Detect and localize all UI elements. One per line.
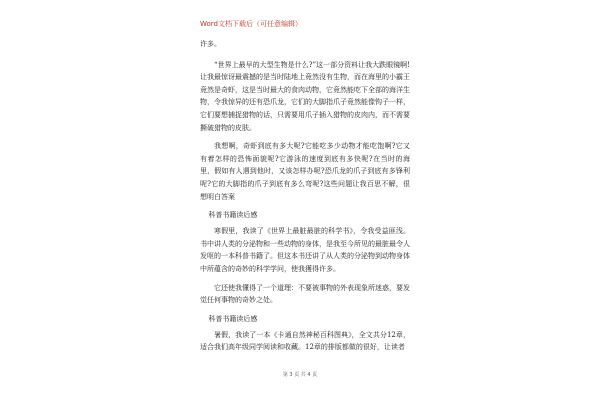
paragraph: 它还使我懂得了一个道理：不要被事物的外表现象所迷惑，要发觉任何事物的奇妙之处。 (200, 283, 410, 305)
section-heading: 科普书籍读后感 (208, 211, 258, 220)
paragraph: 我想啊，奇虾到底有多大呢?它能吃多少动物才能吃饱啊?它又有着怎样的恐怖面貌呢?它游泳的速度到底有多快呢?在当时的海里，假如有人遇到他时，又该怎样办呢?恐爪龙的爪子到底有多锋利呢?它的大脚指的爪子到底有多么弯呢?这些问题让我百思不解，很想明白答案 (200, 142, 410, 201)
page-header: Word文档下载后（可任意编辑） (200, 20, 302, 28)
document-body (200, 38, 410, 360)
page-footer: 第 3 页 共 4 页 (282, 372, 318, 378)
paragraph: “世界上最早的大型生物是什么?”这一部分资料让我大跌眼镜啊!让我最惊讶最震撼的是当时陆地上竟然没有生物，而在海里的小霸王竟然是奇虾，这是当时最大的食肉动物，它竟然能吃下全部的海洋生物，令我惊异的还有恐爪龙，它们的大脚指爪子竟然能像钩子一样，它们要想捕捉猎物的话，只需要用爪子插入猎物的皮肉内，而不需要撕破猎物的皮肤。 (200, 60, 410, 132)
section-heading: 科普书籍读后感 (208, 314, 258, 323)
paragraph: 许多。 (200, 40, 221, 48)
paragraph: 寒假里，我读了《世界上最脏最脏的科学书》，令我受益匪浅。书中讲人类的分泌物和一些动物的身体，是我至今所见的最脏最令人发呕的一本科普书籍了。但这本书还讲了从人类的分泌物到动物身体中所蕴含的奇妙的科学学问，使我獲得许多。 (200, 227, 410, 273)
paragraph: 暑假，我读了一本《卡通自然神秘百科图典》，全文共分12章，适合我们高年级同学阅读和收藏。12章的排版都做的很好，让读者 (200, 330, 410, 352)
